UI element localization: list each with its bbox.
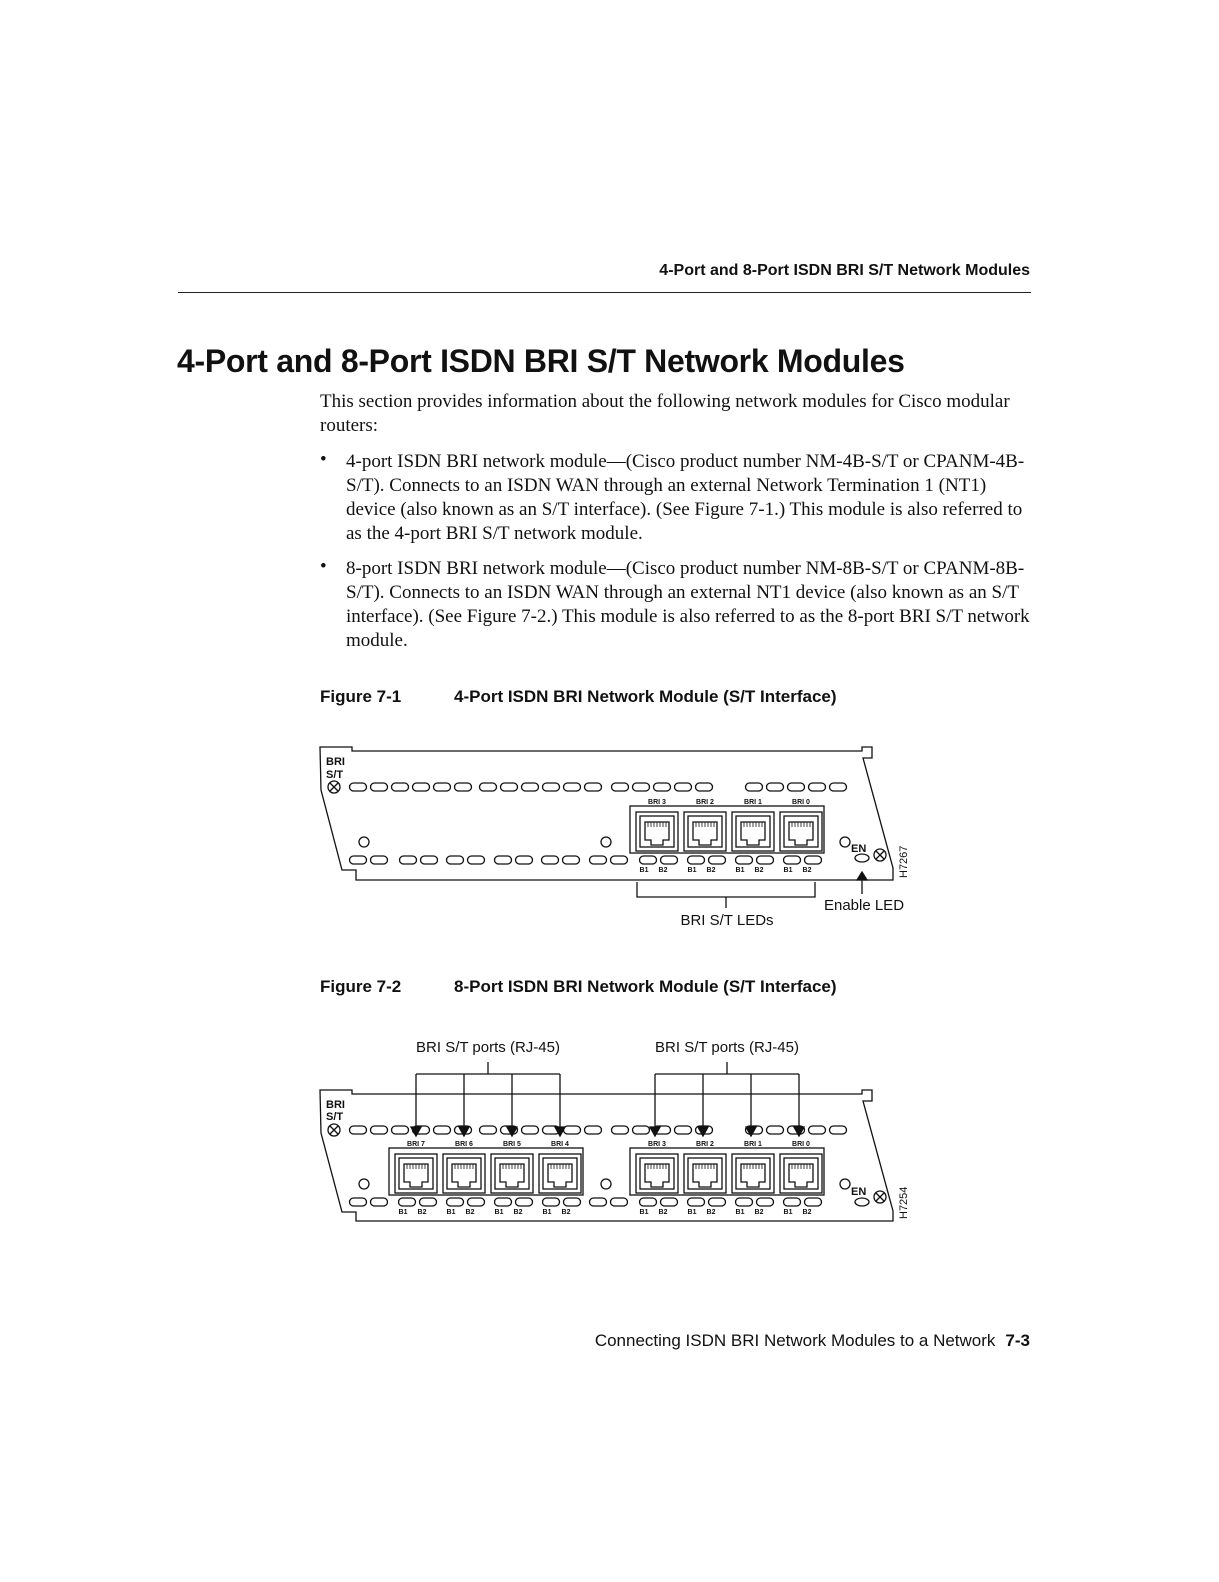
vent-slot [495,1198,512,1206]
port-label: BRI 6 [455,1141,473,1148]
led-label: B2 [417,1209,427,1216]
bullet-item-8port: 8-port ISDN BRI network module—(Cisco product number NM-8B-S/T or CPANM-8B-S/T). Connects to an ISDN WAN through an external NT1 device (also known as an S/T interface). (See Figure 7-2.) This module is also referred to as the 8-port BRI S/T network module. [346,558,1030,651]
led-label: B2 [513,1209,523,1216]
led-label: B1 [639,1209,649,1216]
vent-slot [830,1126,847,1134]
vent-slot [564,1126,581,1134]
vent-slot [805,1198,822,1206]
callout-ports-left: BRI S/T ports (RJ-45) [416,1039,560,1056]
port-label: BRI 0 [792,799,810,806]
led-label: B2 [706,867,716,874]
port-bezel-left [389,1148,583,1195]
vent-slot [757,1198,774,1206]
port-label: BRI 3 [648,799,666,806]
vent-slot [468,1198,485,1206]
vent-slot [809,1126,826,1134]
led-label: B1 [542,1209,552,1216]
vent-slot [480,1126,497,1134]
mounting-hole [601,1179,611,1189]
figure-label: Figure 7-1 [320,687,402,706]
rj45-port [780,1154,822,1193]
vent-slot [784,1198,801,1206]
vent-slot [709,1198,726,1206]
running-header: 4-Port and 8-Port ISDN BRI S/T Network Modules [659,262,1030,279]
led-label: B2 [658,867,668,874]
figure-title: 8-Port ISDN BRI Network Module (S/T Interface) [454,977,837,996]
vent-slot [420,1198,437,1206]
figure-id: H7254 [898,1186,910,1219]
vent-slot [522,1126,539,1134]
panel-label: S/T [326,1111,344,1123]
panel-label: BRI [326,1099,345,1111]
led-label: B1 [446,1209,456,1216]
led-label: B2 [658,1209,668,1216]
mounting-hole [359,1179,369,1189]
thumbscrew-icon [328,1124,340,1136]
led-label: B1 [735,1209,745,1216]
vent-slot [590,1198,607,1206]
led-label: B2 [802,867,812,874]
port-label: BRI 2 [696,799,714,806]
rj45-port [443,1154,485,1193]
port-label: BRI 3 [648,1141,666,1148]
vent-slot [371,1198,388,1206]
figure-label: Figure 7-2 [320,977,402,996]
led-label: B2 [561,1209,571,1216]
led-label: B2 [465,1209,475,1216]
port-label: BRI 1 [744,1141,762,1148]
mounting-hole [840,1179,850,1189]
page-title: 4-Port and 8-Port ISDN BRI S/T Network Modules [177,343,905,379]
vent-slot [371,1126,388,1134]
en-label: EN [851,1186,867,1198]
thumbscrew-icon [874,1191,886,1203]
page-number: 7-3 [1005,1331,1030,1350]
vent-slot [350,1198,367,1206]
panel-label: BRI [326,756,345,768]
vent-slot [543,1198,560,1206]
led-label: B1 [687,867,697,874]
panel-label: S/T [326,769,344,781]
vent-slot [611,1198,628,1206]
led-label: B1 [398,1209,408,1216]
port-label: BRI 5 [503,1141,521,1148]
vent-slot [447,1198,464,1206]
figure-id: H7267 [898,845,910,878]
port-label: BRI 2 [696,1141,714,1148]
vent-slot [633,1126,650,1134]
vent-slot [399,1198,416,1206]
callout-bri-leds: BRI S/T LEDs [680,912,774,929]
vent-slot [392,1126,409,1134]
callout-ports-right: BRI S/T ports (RJ-45) [655,1039,799,1056]
rj45-port [395,1154,437,1193]
bullet-item-4port: 4-port ISDN BRI network module—(Cisco product number NM-4B-S/T or CPANM-4B-S/T). Connects to an ISDN WAN through an external Network Termination 1 (NT1) device (also known as an S/T interface). (See Figure 7-1.) This module is also referred to as the 4-port BRI S/T network module. [346,451,1025,544]
vent-slot [612,1126,629,1134]
bullet-dot: • [320,449,327,470]
rj45-port [684,1154,726,1193]
figure-title: 4-Port ISDN BRI Network Module (S/T Interface) [454,687,837,706]
led-label: B1 [639,867,649,874]
led-label: B2 [754,1209,764,1216]
vent-slot [767,1126,784,1134]
port-label: BRI 7 [407,1141,425,1148]
led-label: B1 [687,1209,697,1216]
rj45-port [732,1154,774,1193]
callout-bracket-left [416,1062,560,1074]
vent-slot [585,1126,602,1134]
vent-slot [675,1126,692,1134]
vent-slot [350,1126,367,1134]
callout-bracket-right [655,1062,799,1074]
rj45-port [636,1154,678,1193]
vent-slot [516,1198,533,1206]
rj45-port [491,1154,533,1193]
ventilation-holes [350,1126,847,1206]
led-label: B2 [802,1209,812,1216]
rj45-port [539,1154,581,1193]
enable-led [855,1198,869,1206]
port-label: BRI 0 [792,1141,810,1148]
led-label: B1 [494,1209,504,1216]
port-bezel-right [630,1148,824,1195]
led-label: B1 [783,867,793,874]
led-label: B1 [783,1209,793,1216]
page-footer [595,1331,1030,1351]
vent-slot [688,1198,705,1206]
vent-slot [640,1198,657,1206]
en-label: EN [851,843,867,855]
vent-slot [564,1198,581,1206]
footer-chapter-title: Connecting ISDN BRI Network Modules to a Network [594,1331,996,1350]
bullet-dot: • [320,556,327,577]
port-label: BRI 4 [551,1141,569,1148]
port-label: BRI 1 [744,799,762,806]
led-label: B2 [706,1209,716,1216]
vent-slot [736,1198,753,1206]
callout-enable-led: Enable LED [823,897,905,914]
vent-slot [434,1126,451,1134]
led-label: B1 [735,867,745,874]
vent-slot [661,1198,678,1206]
led-label: B2 [754,867,764,874]
intro-paragraph: This section provides information about the following network modules for Cisco modular routers: [320,391,1010,436]
